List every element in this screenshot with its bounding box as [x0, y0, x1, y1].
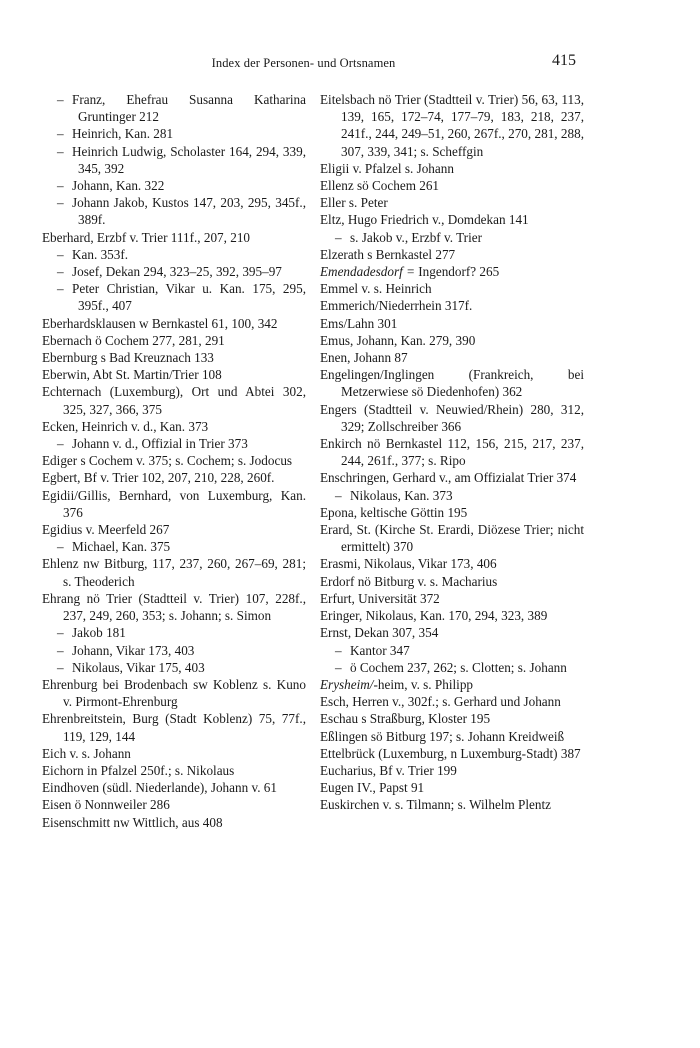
index-subentry — [320, 642, 584, 659]
index-subentry — [42, 177, 306, 194]
entry-text: Engers (Stadtteil v. Neuwied/Rhein) 280, 312, 329; Zollschreiber 366 — [320, 401, 584, 434]
entry-text: Enkirch nö Bernkastel 112, 156, 215, 217, 237, 244, 261f., 377; s. Ripo — [320, 436, 584, 469]
index-entry — [320, 710, 584, 727]
entry-text: Ernst, Dekan 307, 354 — [320, 625, 439, 641]
entry-text: -heim, v. s. Philipp — [373, 676, 474, 692]
entry-text: Emus, Johann, Kan. 279, 390 — [320, 332, 476, 348]
entry-text: Eschau s Straßburg, Kloster 195 — [320, 711, 491, 727]
entry-text: Eligii v. Pfalzel s. Johann — [320, 160, 454, 176]
entry-text: Epona, keltische Göttin 195 — [320, 504, 468, 520]
subentry-dash: – — [335, 659, 342, 675]
index-entry — [320, 607, 584, 624]
entry-text: Enschringen, Gerhard v., am Offizialat Trier 374 — [320, 470, 577, 486]
entry-text: Ems/Lahn 301 — [320, 315, 398, 331]
index-entry — [320, 624, 584, 641]
entry-text: Eller s. Peter — [320, 195, 388, 211]
index-subentry — [42, 435, 306, 452]
entry-text: Erdorf nö Bitburg v. s. Macharius — [320, 573, 498, 589]
entry-text: Johann, Kan. 322 — [72, 178, 165, 194]
subentry-dash: – — [57, 92, 64, 107]
entry-text: Eitelsbach nö Trier (Stadtteil v. Trier) 56, 63, 113, 139, 165, 172–74, 177–79, 183, 218, 237, 241f., 244, 249–51, 260, 267f., 270, 281, 288, 307, 339, 341; s. Scheffgin — [320, 92, 584, 159]
index-subentry — [42, 624, 306, 641]
index-entry — [42, 315, 306, 332]
entry-text: Ebernach ö Cochem 277, 281, 291 — [42, 332, 225, 348]
index-entry — [320, 435, 584, 469]
index-entry — [320, 349, 584, 366]
entry-text: Eindhoven (südl. Niederlande), Johann v. 61 — [42, 780, 277, 796]
index-entry — [320, 211, 584, 228]
entry-text: Emmel v. s. Heinrich — [320, 281, 432, 297]
entry-text: Eberwin, Abt St. Martin/Trier 108 — [42, 367, 222, 383]
entry-text: Ellenz sö Cochem 261 — [320, 178, 440, 194]
entry-text: Johann Jakob, Kustos 147, 203, 295, 345f., 389f. — [72, 195, 306, 228]
entry-text: Eugen IV., Papst 91 — [320, 780, 425, 796]
index-entry — [42, 469, 306, 486]
entry-text: Eisenschmitt nw Wittlich, aus 408 — [42, 814, 223, 830]
subentry-dash: – — [57, 143, 64, 159]
index-subentry — [320, 487, 584, 504]
entry-text: Eucharius, Bf v. Trier 199 — [320, 762, 457, 778]
index-entry — [42, 332, 306, 349]
entry-text: Franz, Ehefrau Susanna Katharina Gruntinger 212 — [72, 92, 306, 125]
index-entry — [320, 555, 584, 572]
index-subentry — [42, 246, 306, 263]
entry-text: Nikolaus, Kan. 373 — [350, 487, 453, 503]
entry-text: Johann v. d., Offizial in Trier 373 — [72, 436, 248, 452]
entry-text: Heinrich, Kan. 281 — [72, 126, 174, 142]
index-entry — [320, 366, 584, 400]
index-entry — [42, 418, 306, 435]
index-entry — [320, 728, 584, 745]
index-entry — [320, 693, 584, 710]
entry-text: Elzerath s Bernkastel 277 — [320, 246, 456, 262]
subentry-dash: – — [57, 195, 64, 211]
index-entry — [42, 796, 306, 813]
entry-text: Ehrang nö Trier (Stadtteil v. Trier) 107, 228f., 237, 249, 260, 353; s. Johann; s. Simon — [42, 590, 306, 624]
index-entry — [42, 555, 306, 589]
index-entry — [42, 745, 306, 762]
index-entry — [42, 487, 306, 521]
entry-text: Emmerich/Niederrhein 317f. — [320, 298, 473, 314]
entry-text: Eltz, Hugo Friedrich v., Domdekan 141 — [320, 212, 529, 228]
entry-text: Eich v. s. Johann — [42, 745, 131, 761]
subentry-dash: – — [335, 642, 342, 658]
index-entry — [320, 160, 584, 177]
index-subentry — [320, 659, 584, 676]
index-entry — [42, 710, 306, 744]
index-entry — [320, 194, 584, 211]
page-number: 415 — [552, 52, 576, 69]
running-header — [31, 52, 576, 74]
index-entry — [320, 91, 584, 160]
index-entry — [320, 246, 584, 263]
index-subentry — [320, 229, 584, 246]
entry-text: Eberhardsklausen w Bernkastel 61, 100, 342 — [42, 315, 278, 331]
subentry-dash: – — [57, 539, 64, 555]
entry-text: Engelingen/Inglingen (Frankreich, bei Metzerwiese sö Diedenhofen) 362 — [320, 367, 584, 400]
index-entry — [320, 676, 584, 693]
entry-text: Erfurt, Universität 372 — [320, 590, 440, 606]
subentry-dash: – — [57, 642, 64, 658]
entry-text: Jakob 181 — [72, 625, 126, 641]
index-entry — [42, 779, 306, 796]
entry-text: Kantor 347 — [350, 642, 410, 658]
entry-text: Eichorn in Pfalzel 250f.; s. Nikolaus — [42, 762, 235, 778]
entry-text: Echternach (Luxemburg), Ort und Abtei 302, 325, 327, 366, 375 — [42, 384, 306, 417]
index-entry — [320, 280, 584, 297]
entry-text: Josef, Dekan 294, 323–25, 392, 395–97 — [72, 264, 282, 280]
entry-text: Ingendorf? 265 — [418, 264, 500, 280]
index-subentry — [42, 659, 306, 676]
entry-text: Michael, Kan. 375 — [72, 539, 171, 555]
entry-text: Esch, Herren v., 302f.; s. Gerhard und Johann — [320, 694, 561, 710]
entry-text: Ecken, Heinrich v. d., Kan. 373 — [42, 418, 209, 434]
entry-text: Eisen ö Nonnweiler 286 — [42, 797, 170, 813]
subentry-dash: – — [57, 436, 64, 452]
subentry-dash: – — [57, 126, 64, 142]
index-entry — [42, 590, 306, 624]
index-entry — [320, 745, 584, 762]
entry-text: Peter Christian, Vikar u. Kan. 175, 295, 395f., 407 — [72, 281, 306, 314]
entry-text: Euskirchen v. s. Tilmann; s. Wilhelm Plentz — [320, 797, 551, 813]
entry-text: Egidii/Gillis, Bernhard, von Luxemburg, Kan. 376 — [42, 487, 306, 520]
index-subentry — [42, 280, 306, 314]
entry-text: Ediger s Cochem v. 375; s. Cochem; s. Jodocus — [42, 453, 293, 469]
index-subentry — [42, 91, 306, 125]
subentry-dash: – — [335, 487, 342, 503]
index-entry — [42, 366, 306, 383]
subentry-dash: – — [57, 264, 64, 280]
entry-text: Egidius v. Meerfeld 267 — [42, 522, 170, 538]
index-subentry — [42, 642, 306, 659]
index-entry — [320, 762, 584, 779]
running-title: Index der Personen- und Ortsnamen — [211, 56, 396, 70]
italic-headword: Emendadesdorf = — [320, 264, 415, 280]
entry-text: Kan. 353f. — [72, 246, 129, 262]
index-entry — [320, 796, 584, 813]
entry-text: Egbert, Bf v. Trier 102, 207, 210, 228, 260f. — [42, 470, 275, 486]
entry-text: Ehlenz nw Bitburg, 117, 237, 260, 267–69, 281; s. Theoderich — [42, 556, 306, 589]
entry-text: Heinrich Ludwig, Scholaster 164, 294, 339, 345, 392 — [72, 143, 306, 176]
entry-text: Ehrenburg bei Brodenbach sw Koblenz s. Kuno v. Pirmont-Ehrenburg — [42, 676, 306, 710]
entry-text: Erard, St. (Kirche St. Erardi, Diözese Trier; nicht ermittelt) 370 — [320, 522, 584, 555]
index-entry — [320, 315, 584, 332]
entry-text: Ebernburg s Bad Kreuznach 133 — [42, 350, 214, 366]
index-entry — [42, 349, 306, 366]
italic-headword: Erysheim/ — [320, 676, 374, 692]
index-entry — [42, 229, 306, 246]
index-entry — [42, 762, 306, 779]
index-entry — [320, 573, 584, 590]
entry-text: Eringer, Nikolaus, Kan. 170, 294, 323, 389 — [320, 608, 548, 624]
entry-text: Erasmi, Nikolaus, Vikar 173, 406 — [320, 556, 497, 572]
index-entry — [42, 383, 306, 417]
index-entry — [42, 521, 306, 538]
entry-text: Johann, Vikar 173, 403 — [72, 642, 195, 658]
entry-text: s. Jakob v., Erzbf v. Trier — [350, 229, 482, 245]
index-entry — [320, 504, 584, 521]
index-subentry — [42, 263, 306, 280]
index-subentry — [42, 143, 306, 177]
entry-text: Enen, Johann 87 — [320, 350, 408, 366]
index-entry — [320, 779, 584, 796]
index-entry — [320, 332, 584, 349]
index-subentry — [42, 194, 306, 228]
entry-text: Ehrenbreitstein, Burg (Stadt Koblenz) 75, 77f., 119, 129, 144 — [42, 711, 306, 744]
subentry-dash: – — [57, 625, 64, 641]
subentry-dash: – — [335, 229, 342, 245]
index-entry — [320, 401, 584, 435]
index-entry — [42, 814, 306, 831]
entry-text: Ettelbrück (Luxemburg, n Luxemburg-Stadt) 387 — [320, 745, 581, 761]
entry-text: Eßlingen sö Bitburg 197; s. Johann Kreidweiß — [320, 728, 565, 744]
index-subentry — [42, 538, 306, 555]
index-entry — [320, 177, 584, 194]
entry-text: Eberhard, Erzbf v. Trier 111f., 207, 210 — [42, 229, 251, 245]
index-entry — [320, 521, 584, 555]
index-column-right — [320, 91, 584, 814]
index-entry — [320, 263, 584, 280]
index-entry — [320, 297, 584, 314]
index-entry — [42, 676, 306, 710]
index-entry — [320, 590, 584, 607]
index-entry — [320, 469, 584, 486]
entry-text: ö Cochem 237, 262; s. Clotten; s. Johann — [350, 659, 567, 675]
subentry-dash: – — [57, 281, 64, 297]
index-column-left — [42, 91, 306, 831]
subentry-dash: – — [57, 178, 64, 194]
entry-text: Nikolaus, Vikar 175, 403 — [72, 659, 205, 675]
subentry-dash: – — [57, 246, 64, 262]
index-entry — [42, 452, 306, 469]
subentry-dash: – — [57, 659, 64, 675]
index-subentry — [42, 125, 306, 142]
